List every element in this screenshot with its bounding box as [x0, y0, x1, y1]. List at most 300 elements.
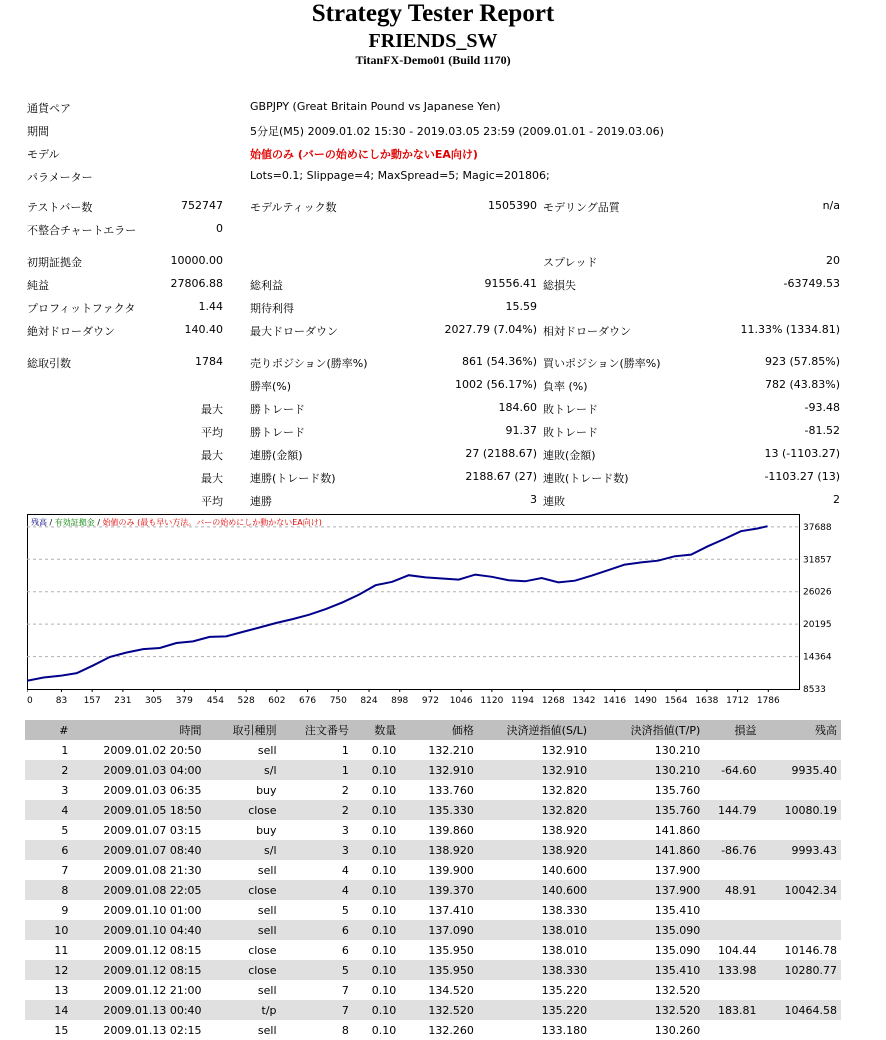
x-tick-label: 1786: [756, 696, 780, 706]
col-order-cell: 1: [281, 760, 353, 780]
cons-count-prefix: 最大: [201, 472, 223, 485]
x-tick-label: 602: [268, 696, 286, 706]
col-price-cell: 133.760: [400, 780, 478, 800]
symbol-label: 通貨ペア: [27, 102, 71, 115]
col-type-cell: s/l: [206, 840, 281, 860]
legend-sep-2: /: [94, 518, 103, 527]
col-time-cell: 2009.01.03 06:35: [72, 780, 205, 800]
table-row: [25, 980, 841, 1000]
bars-value: 752747: [181, 199, 223, 212]
col-profit-cell: -86.76: [704, 840, 760, 860]
col-time-cell: 2009.01.10 04:40: [72, 920, 205, 940]
col-type-cell: s/l: [206, 760, 281, 780]
x-tick-label: 1564: [664, 696, 688, 706]
col-no-cell: 12: [25, 960, 72, 980]
col-no-cell: 10: [25, 920, 72, 940]
x-tick-label: 1046: [449, 696, 473, 706]
quality-value: n/a: [822, 199, 840, 212]
header-col-type: 取引種別: [206, 720, 281, 740]
max-dd-value: 2027.79 (7.04%): [444, 323, 537, 336]
stats-row-drawdown: [0, 319, 866, 341]
pf-value: 1.44: [198, 300, 223, 313]
header-col-time: 時間: [72, 720, 205, 740]
x-tick-label: 454: [206, 696, 225, 706]
col-time-cell: 2009.01.08 22:05: [72, 880, 205, 900]
params-label: パラメーター: [27, 171, 93, 184]
col-sl-cell: 132.910: [478, 740, 591, 760]
pf-label: プロフィットファクタ: [27, 302, 136, 315]
long-label: 買いポジション(勝率%): [543, 357, 661, 370]
trades-table: [25, 720, 841, 1040]
col-tp-cell: 130.210: [591, 760, 704, 780]
x-tick-label: 1120: [480, 696, 504, 706]
x-tick-label: 1638: [695, 696, 719, 706]
col-size-cell: 0.10: [353, 760, 400, 780]
y-tick-label: 8533: [803, 685, 826, 695]
win-value: 1002 (56.17%): [454, 378, 537, 391]
avg-cons-wins-value: 3: [530, 493, 537, 506]
largest-win-label: 勝トレード: [250, 403, 305, 416]
col-order-cell: 1: [281, 740, 353, 760]
col-balance-cell: [761, 740, 841, 760]
deposit-label: 初期証拠金: [27, 256, 82, 269]
col-price-cell: 139.900: [400, 860, 478, 880]
col-balance-cell: [761, 980, 841, 1000]
cons-wins-money-value: 27 (2188.67): [465, 447, 537, 460]
y-tick-label: 14364: [803, 652, 832, 663]
col-tp-cell: 135.760: [591, 800, 704, 820]
table-row: [25, 960, 841, 980]
stats-row-largest: [0, 397, 866, 419]
col-tp-cell: 141.860: [591, 820, 704, 840]
col-no-cell: 11: [25, 940, 72, 960]
params-value: Lots=0.1; Slippage=4; MaxSpread=5; Magic=201806;: [250, 169, 550, 182]
quality-label: モデリング品質: [543, 201, 620, 214]
table-body: [25, 740, 841, 1040]
col-balance-cell: 9993.43: [761, 840, 841, 860]
stats-row-deposit: [0, 250, 866, 272]
cons-wins-count-value: 2188.67 (27): [465, 470, 537, 483]
x-tick-label: 1268: [541, 696, 565, 706]
largest-win-value: 184.60: [498, 401, 537, 414]
expected-value: 15.59: [505, 300, 537, 313]
col-sl-cell: 138.920: [478, 840, 591, 860]
col-price-cell: 135.330: [400, 800, 478, 820]
table-row: [25, 940, 841, 960]
col-profit-cell: [704, 860, 760, 880]
col-time-cell: 2009.01.13 00:40: [72, 1000, 205, 1020]
col-sl-cell: 132.910: [478, 760, 591, 780]
mismatch-value: 0: [216, 222, 223, 235]
col-size-cell: 0.10: [353, 780, 400, 800]
col-balance-cell: [761, 820, 841, 840]
table-row: [25, 780, 841, 800]
header-col-price: 価格: [400, 720, 478, 740]
y-tick-label: 26026: [803, 587, 832, 598]
col-price-cell: 139.860: [400, 820, 478, 840]
col-balance-cell: 10280.77: [761, 960, 841, 980]
col-price-cell: 137.410: [400, 900, 478, 920]
table-row: [25, 840, 841, 860]
col-type-cell: close: [206, 880, 281, 900]
col-tp-cell: 135.760: [591, 780, 704, 800]
col-profit-cell: [704, 1020, 760, 1040]
col-time-cell: 2009.01.12 08:15: [72, 960, 205, 980]
col-tp-cell: 130.210: [591, 740, 704, 760]
header-col-size: 数量: [353, 720, 400, 740]
col-sl-cell: 135.220: [478, 980, 591, 1000]
col-type-cell: close: [206, 960, 281, 980]
abs-dd-value: 140.40: [184, 323, 223, 336]
win-label: 勝率(%): [250, 380, 292, 393]
server-build: TitanFX-Demo01 (Build 1170): [355, 53, 511, 67]
avg-loss-label: 敗トレード: [543, 426, 598, 439]
col-profit-cell: -64.60: [704, 760, 760, 780]
table-row: [25, 900, 841, 920]
legend-model: 始値のみ (最も早い方法。バーの始めにしか動かないEA向け): [102, 518, 322, 527]
period-value: 5分足(M5) 2009.01.02 15:30 - 2019.03.05 23:59 (2009.01.01 - 2019.03.06): [250, 125, 664, 138]
col-type-cell: sell: [206, 860, 281, 880]
col-balance-cell: 10042.34: [761, 880, 841, 900]
col-no-cell: 1: [25, 740, 72, 760]
col-no-cell: 9: [25, 900, 72, 920]
col-size-cell: 0.10: [353, 740, 400, 760]
col-type-cell: buy: [206, 820, 281, 840]
header-col-balance: 残高: [761, 720, 841, 740]
col-time-cell: 2009.01.08 21:30: [72, 860, 205, 880]
x-tick-label: 157: [83, 696, 101, 706]
x-tick-label: 1712: [726, 696, 750, 706]
stats-row-cons-count: [0, 466, 866, 488]
stats-row-average: [0, 420, 866, 442]
col-order-cell: 3: [281, 820, 353, 840]
x-tick-label: 1490: [633, 696, 657, 706]
col-tp-cell: 135.410: [591, 900, 704, 920]
col-no-cell: 8: [25, 880, 72, 900]
col-time-cell: 2009.01.12 21:00: [72, 980, 205, 1000]
avg-cons-loss-label: 連敗: [543, 495, 565, 508]
y-tick-label: 31857: [803, 555, 832, 566]
cons-loss-count-value: -1103.27 (13): [764, 470, 840, 483]
info-row-params: [0, 165, 866, 187]
gross-loss-value: -63749.53: [783, 277, 840, 290]
col-profit-cell: 48.91: [704, 880, 760, 900]
x-tick-label: 231: [114, 696, 132, 706]
spread-value: 20: [826, 254, 840, 267]
col-order-cell: 5: [281, 900, 353, 920]
col-time-cell: 2009.01.02 20:50: [72, 740, 205, 760]
abs-dd-label: 絶対ドローダウン: [27, 325, 115, 338]
col-balance-cell: 10464.58: [761, 1000, 841, 1020]
stats-row-winrate: [0, 374, 866, 396]
col-price-cell: 137.090: [400, 920, 478, 940]
col-time-cell: 2009.01.05 18:50: [72, 800, 205, 820]
cons-money-prefix: 最大: [201, 449, 223, 462]
deposit-value: 10000.00: [170, 254, 223, 267]
col-order-cell: 8: [281, 1020, 353, 1040]
col-order-cell: 7: [281, 980, 353, 1000]
col-size-cell: 0.10: [353, 960, 400, 980]
col-sl-cell: 132.820: [478, 780, 591, 800]
stats-row-pf: [0, 296, 866, 318]
col-type-cell: sell: [206, 1020, 281, 1040]
col-price-cell: 138.920: [400, 840, 478, 860]
col-no-cell: 6: [25, 840, 72, 860]
col-tp-cell: 135.090: [591, 920, 704, 940]
y-tick-label: 20195: [803, 620, 832, 631]
col-profit-cell: 183.81: [704, 1000, 760, 1020]
avg-loss-value: -81.52: [804, 424, 840, 437]
col-no-cell: 4: [25, 800, 72, 820]
col-price-cell: 132.520: [400, 1000, 478, 1020]
largest-loss-label: 敗トレード: [543, 403, 598, 416]
ticks-label: モデルティック数: [250, 201, 337, 214]
col-sl-cell: 140.600: [478, 860, 591, 880]
cons-wins-count-label: 連勝(トレード数): [250, 472, 336, 485]
col-type-cell: sell: [206, 900, 281, 920]
net-label: 純益: [27, 279, 49, 292]
col-tp-cell: 137.900: [591, 880, 704, 900]
loss-label: 負率 (%): [543, 380, 588, 393]
col-price-cell: 132.910: [400, 760, 478, 780]
rel-dd-value: 11.33% (1334.81): [740, 323, 840, 336]
col-tp-cell: 130.260: [591, 1020, 704, 1040]
largest-loss-value: -93.48: [804, 401, 840, 414]
legend-equity: 有効証拠金: [54, 518, 95, 527]
table-header-row: [25, 720, 841, 740]
gross-loss-label: 総損失: [543, 279, 576, 292]
col-order-cell: 5: [281, 960, 353, 980]
col-price-cell: 132.260: [400, 1020, 478, 1040]
col-time-cell: 2009.01.07 08:40: [72, 840, 205, 860]
x-tick-label: 83: [55, 696, 68, 706]
col-time-cell: 2009.01.13 02:15: [72, 1020, 205, 1040]
model-value: 始値のみ (バーの始めにしか動かないEA向け): [250, 148, 478, 161]
col-order-cell: 2: [281, 780, 353, 800]
trades-label: 総取引数: [27, 357, 71, 370]
col-size-cell: 0.10: [353, 840, 400, 860]
cons-loss-count-label: 連敗(トレード数): [543, 472, 629, 485]
col-sl-cell: 135.220: [478, 1000, 591, 1020]
col-profit-cell: 144.79: [704, 800, 760, 820]
cons-wins-money-label: 連勝(金額): [250, 449, 303, 462]
col-price-cell: 135.950: [400, 960, 478, 980]
spread-label: スプレッド: [543, 256, 598, 269]
header-col-no: #: [25, 720, 72, 740]
table-row: [25, 760, 841, 780]
x-tick-label: 0: [27, 696, 33, 706]
col-order-cell: 2: [281, 800, 353, 820]
avg-win-value: 91.37: [505, 424, 537, 437]
max-dd-label: 最大ドローダウン: [250, 325, 338, 338]
col-no-cell: 14: [25, 1000, 72, 1020]
col-size-cell: 0.10: [353, 860, 400, 880]
col-no-cell: 3: [25, 780, 72, 800]
legend-balance: 残高: [31, 518, 47, 527]
info-row-symbol: [0, 96, 866, 118]
table-row: [25, 880, 841, 900]
header-col-profit: 損益: [704, 720, 760, 740]
table-row: [25, 1000, 841, 1020]
report-title: Strategy Tester Report: [311, 0, 555, 27]
col-type-cell: sell: [206, 920, 281, 940]
col-profit-cell: [704, 980, 760, 1000]
col-sl-cell: 132.820: [478, 800, 591, 820]
stats-row-cons-money: [0, 443, 866, 465]
col-tp-cell: 141.860: [591, 840, 704, 860]
col-profit-cell: [704, 900, 760, 920]
bars-label: テストバー数: [27, 201, 93, 214]
col-price-cell: 134.520: [400, 980, 478, 1000]
col-tp-cell: 132.520: [591, 980, 704, 1000]
col-order-cell: 6: [281, 940, 353, 960]
x-tick-label: 898: [391, 696, 409, 706]
col-balance-cell: 9935.40: [761, 760, 841, 780]
stats-row-mismatch: [0, 218, 866, 240]
x-tick-label: 972: [421, 696, 440, 706]
col-price-cell: 132.210: [400, 740, 478, 760]
col-time-cell: 2009.01.12 08:15: [72, 940, 205, 960]
y-tick-label: 37688: [803, 522, 832, 533]
col-profit-cell: [704, 780, 760, 800]
avg-cons-prefix: 平均: [201, 495, 223, 508]
short-label: 売りポジション(勝率%): [250, 357, 368, 370]
header-col-order: 注文番号: [281, 720, 353, 740]
col-profit-cell: [704, 820, 760, 840]
gross-profit-value: 91556.41: [484, 277, 537, 290]
col-type-cell: close: [206, 800, 281, 820]
x-tick-label: 1194: [511, 696, 535, 706]
col-price-cell: 135.950: [400, 940, 478, 960]
avg-cons-loss-value: 2: [833, 493, 840, 506]
avg-cons-wins-label: 連勝: [250, 495, 272, 508]
col-type-cell: buy: [206, 780, 281, 800]
col-balance-cell: [761, 920, 841, 940]
x-tick-label: 824: [360, 696, 378, 706]
mismatch-label: 不整合チャートエラー: [27, 224, 137, 237]
col-size-cell: 0.10: [353, 1000, 400, 1020]
x-tick-label: 1342: [572, 696, 596, 706]
col-size-cell: 0.10: [353, 940, 400, 960]
loss-value: 782 (43.83%): [764, 378, 840, 391]
stats-row-trades: [0, 351, 866, 373]
col-size-cell: 0.10: [353, 1020, 400, 1040]
col-order-cell: 4: [281, 880, 353, 900]
chart-legend: [31, 517, 322, 527]
period-label: 期間: [27, 125, 49, 138]
col-size-cell: 0.10: [353, 880, 400, 900]
cons-loss-money-label: 連敗(金額): [543, 449, 596, 462]
col-size-cell: 0.10: [353, 820, 400, 840]
col-order-cell: 7: [281, 1000, 353, 1020]
x-tick-label: 750: [329, 696, 347, 706]
expected-label: 期待利得: [250, 302, 294, 315]
header-col-sl: 決済逆指値(S/L): [478, 720, 591, 740]
largest-prefix: 最大: [201, 403, 223, 416]
table-row: [25, 740, 841, 760]
col-type-cell: close: [206, 940, 281, 960]
col-size-cell: 0.10: [353, 980, 400, 1000]
col-no-cell: 5: [25, 820, 72, 840]
stats-row-net: [0, 273, 866, 295]
col-type-cell: sell: [206, 740, 281, 760]
col-tp-cell: 132.520: [591, 1000, 704, 1020]
balance-chart: [27, 514, 841, 710]
legend-sep-1: /: [47, 518, 55, 527]
table-row: [25, 820, 841, 840]
col-sl-cell: 138.330: [478, 960, 591, 980]
short-value: 861 (54.36%): [461, 355, 537, 368]
header-col-tp: 決済指値(T/P): [591, 720, 704, 740]
col-no-cell: 13: [25, 980, 72, 1000]
col-sl-cell: 133.180: [478, 1020, 591, 1040]
col-balance-cell: [761, 860, 841, 880]
x-tick-label: 305: [144, 696, 163, 706]
col-time-cell: 2009.01.03 04:00: [72, 760, 205, 780]
x-axis-ticks: [27, 689, 780, 706]
col-size-cell: 0.10: [353, 800, 400, 820]
col-no-cell: 15: [25, 1020, 72, 1040]
col-sl-cell: 140.600: [478, 880, 591, 900]
average-prefix: 平均: [201, 426, 223, 439]
col-profit-cell: [704, 740, 760, 760]
avg-win-label: 勝トレード: [250, 426, 305, 439]
table-row: [25, 920, 841, 940]
col-order-cell: 6: [281, 920, 353, 940]
table-row: [25, 1020, 841, 1040]
col-profit-cell: 133.98: [704, 960, 760, 980]
gross-profit-label: 総利益: [250, 279, 283, 292]
col-size-cell: 0.10: [353, 920, 400, 940]
info-row-period: [0, 119, 866, 141]
x-tick-label: 379: [175, 696, 193, 706]
x-tick-label: 1416: [603, 696, 627, 706]
plot-frame: [28, 515, 800, 690]
info-row-model: [0, 142, 866, 164]
col-order-cell: 4: [281, 860, 353, 880]
symbol-value: GBPJPY (Great Britain Pound vs Japanese Yen): [250, 100, 501, 113]
ea-name: FRIENDS_SW: [368, 30, 498, 52]
x-tick-label: 528: [237, 696, 255, 706]
col-tp-cell: 135.410: [591, 960, 704, 980]
col-sl-cell: 138.330: [478, 900, 591, 920]
col-order-cell: 3: [281, 840, 353, 860]
col-balance-cell: [761, 1020, 841, 1040]
long-value: 923 (57.85%): [764, 355, 840, 368]
col-sl-cell: 138.920: [478, 820, 591, 840]
table-row: [25, 800, 841, 820]
col-type-cell: sell: [206, 980, 281, 1000]
col-no-cell: 2: [25, 760, 72, 780]
col-tp-cell: 135.090: [591, 940, 704, 960]
col-balance-cell: [761, 780, 841, 800]
col-price-cell: 139.370: [400, 880, 478, 900]
col-type-cell: t/p: [206, 1000, 281, 1020]
y-axis-ticks: [803, 523, 832, 695]
col-no-cell: 7: [25, 860, 72, 880]
stats-row-avg-cons: [0, 489, 866, 511]
rel-dd-label: 相対ドローダウン: [543, 325, 631, 338]
col-balance-cell: 10146.78: [761, 940, 841, 960]
model-label: モデル: [27, 148, 60, 161]
stats-row-bars: [0, 195, 866, 217]
trades-value: 1784: [195, 355, 223, 368]
col-tp-cell: 137.900: [591, 860, 704, 880]
col-time-cell: 2009.01.07 03:15: [72, 820, 205, 840]
col-profit-cell: [704, 920, 760, 940]
col-size-cell: 0.10: [353, 900, 400, 920]
table-row: [25, 860, 841, 880]
